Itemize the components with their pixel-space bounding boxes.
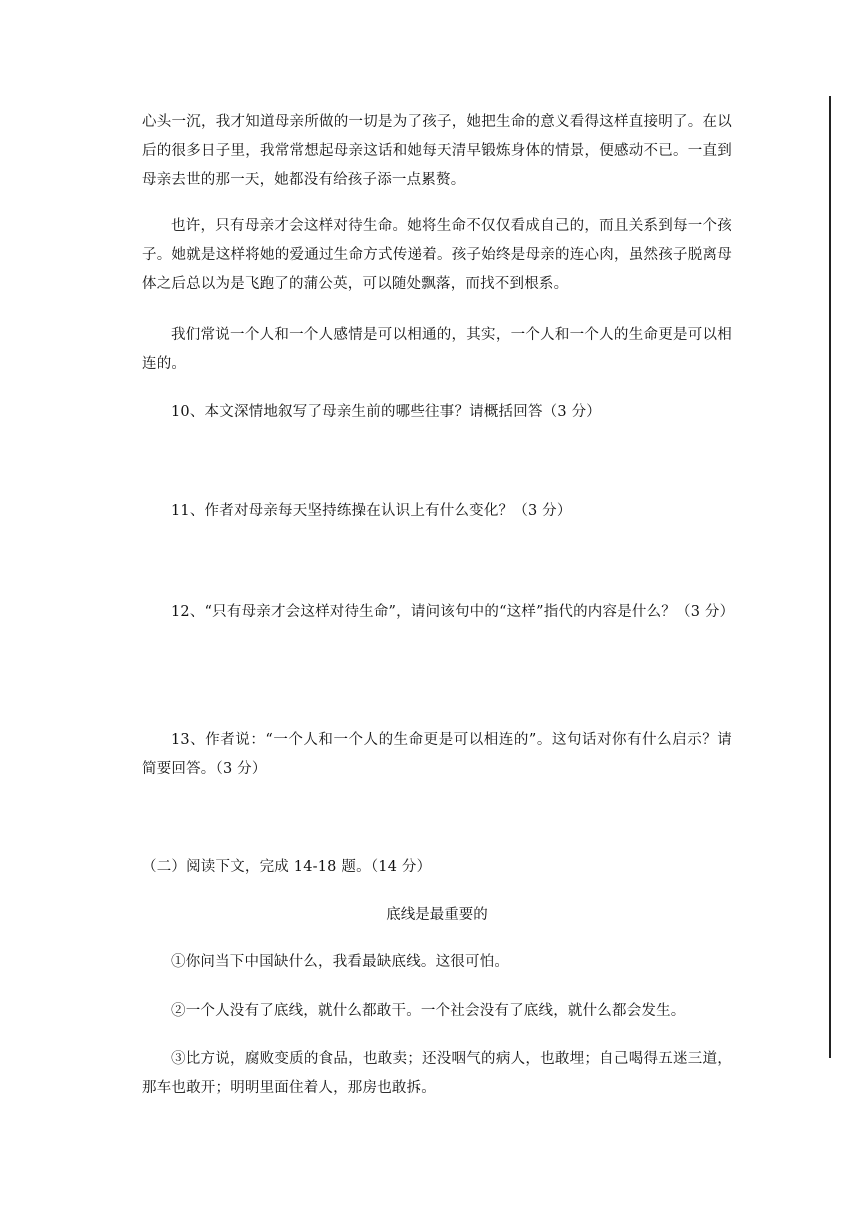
- question-13: 13、作者说：“一个人和一个人的生命更是可以相连的”。这句话对你有什么启示？请简要回答。（3 分）: [142, 732, 732, 777]
- article-paragraph-1: ①你问当下中国缺什么，我看最缺底线。这很可怕。: [171, 954, 510, 970]
- margin-rule: [829, 96, 831, 1058]
- article-title: 底线是最重要的: [386, 907, 488, 923]
- passage-paragraph-3: 我们常说一个人和一个人感情是可以相通的，其实，一个人和一个人的生命更是可以相连的。: [142, 327, 732, 372]
- question-10: 10、本文深情地叙写了母亲生前的哪些往事？请概括回答（3 分）: [171, 404, 601, 420]
- passage-paragraph-2: 也许，只有母亲才会这样对待生命。她将生命不仅仅看成自己的，而且关系到每一个孩子。她就是这样将她的爱通过生命方式传递着。孩子始终是母亲的连心肉，虽然孩子脱离母体之后总以为是飞跑了的蒲公英，可以随处飘落，而找不到根系。: [142, 218, 732, 292]
- question-12: 12、“只有母亲才会这样对待生命”，请问该句中的“这样”指代的内容是什么？（3 分）: [171, 604, 735, 620]
- section-two-heading: （二）阅读下文，完成 14-18 题。（14 分）: [142, 859, 432, 875]
- article-paragraph-3: ③比方说，腐败变质的食品，也敢卖；还没咽气的病人，也敢埋；自己喝得五迷三道，那车也敢开；明明里面住着人，那房也敢拆。: [142, 1051, 732, 1096]
- passage-paragraph-1: 心头一沉，我才知道母亲所做的一切是为了孩子，她把生命的意义看得这样直接明了。在以后的很多日子里，我常常想起母亲这话和她每天清早锻炼身体的情景，便感动不已。一直到母亲去世的那一天，她都没有给孩子添一点累赘。: [142, 114, 732, 188]
- question-11: 11、作者对母亲每天坚持练操在认识上有什么变化？（3 分）: [171, 503, 572, 519]
- article-paragraph-2: ②一个人没有了底线，就什么都敢干。一个社会没有了底线，就什么都会发生。: [171, 1003, 686, 1019]
